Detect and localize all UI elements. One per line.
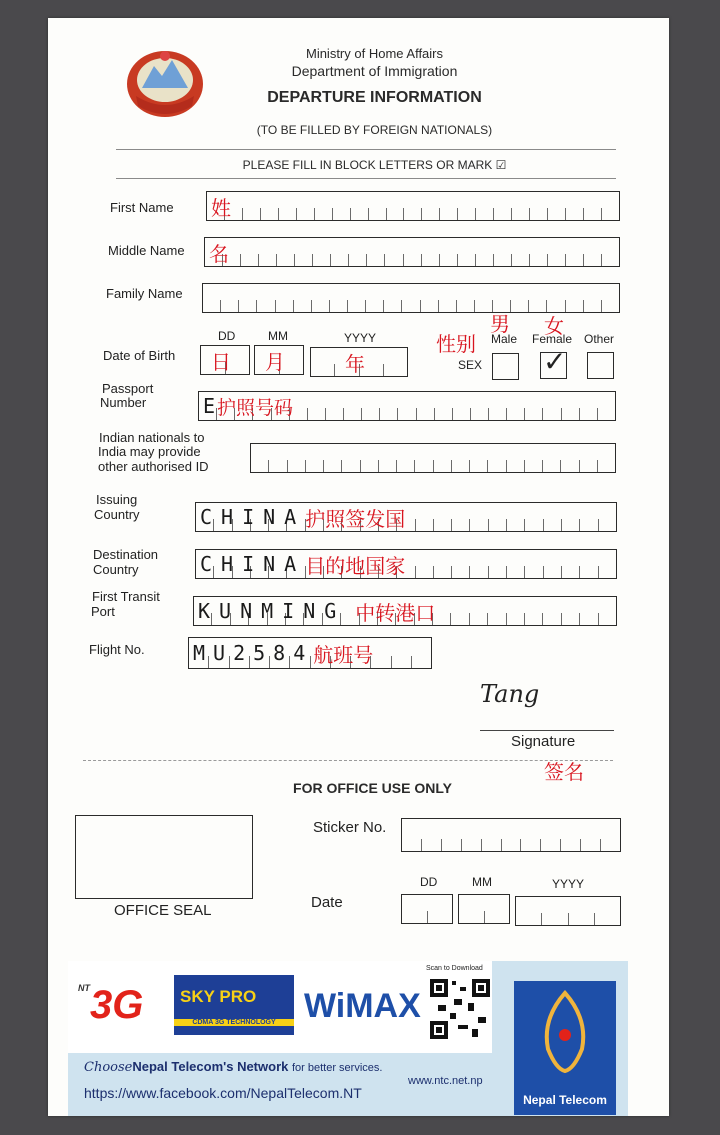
dob-year-field[interactable] [310,347,408,377]
signature-line [480,730,614,731]
office-mm-label: MM [472,875,492,889]
passport-label-1: Passport [102,381,154,396]
destination-value: CHINA [200,552,306,576]
issuing-country-field[interactable] [195,502,617,532]
scan-label: Scan to Download [426,965,483,972]
passport-value: E [203,394,218,418]
dob-mm-label: MM [268,329,288,343]
facebook-link[interactable]: https://www.facebook.com/NepalTelecom.NT [84,1085,362,1101]
dob-yyyy-label: YYYY [344,331,377,345]
dob-year-note: 年 [345,351,365,376]
nepal-telecom-logo: Nepal Telecom [514,981,616,1115]
male-note: 男 [490,312,510,336]
signature-label: Signature [511,733,576,750]
dob-day-field[interactable] [200,345,250,375]
fill-instruction: PLEASE FILL IN BLOCK LETTERS OR MARK ☑ [242,158,507,172]
sticker-number-field[interactable] [401,818,621,852]
nepal-telecom-banner [68,961,628,1116]
page-subtitle: (TO BE FILLED BY FOREIGN NATIONALS) [256,123,493,137]
flight-value: MU2584 [193,641,314,665]
transit-value: KUNMING [198,599,346,623]
flight-label: Flight No. [89,642,145,657]
office-month-field[interactable] [458,894,510,924]
skypro-logo: SKY PRO CDMA 3G TECHNOLOGY [174,975,294,1035]
male-label: Male [491,332,518,346]
issuing-note: 护照签发国 [305,506,406,531]
office-use-title: FOR OFFICE USE ONLY [293,780,452,796]
passport-note: 护照号码 [217,396,294,419]
wimax-logo: WiMAX [304,987,421,1025]
ministry-name: Ministry of Home Affairs [305,46,444,61]
passport-number-field[interactable] [198,391,616,421]
transit-note: 中转港口 [355,600,436,625]
dob-month-field[interactable] [254,345,304,375]
issuing-label-1: Issuing [96,492,138,507]
office-day-field[interactable] [401,894,453,924]
other-label: Other [584,332,615,346]
female-check-mark: ✓ [543,346,567,377]
sticker-label: Sticker No. [313,819,387,836]
first-name-field[interactable] [206,191,620,221]
indian-id-label-3: other authorised ID [98,459,209,474]
office-date-label: Date [311,894,343,911]
family-name-label: Family Name [106,286,183,301]
indian-id-label-2: India may provide [98,444,201,459]
indian-id-label-1: Indian nationals to [99,430,205,445]
middle-name-note: 名 [209,241,229,266]
office-year-field[interactable] [515,896,621,926]
passport-label-2: Number [100,395,147,410]
banner-tagline: ChooseNepal Telecom's Network for better services. [84,1059,383,1075]
qr-code-icon [428,977,492,1041]
female-note: 女 [544,314,564,338]
divider [116,178,616,179]
issuing-label-2: Country [94,507,140,522]
first-name-label: First Name [110,200,174,215]
female-label: Female [532,332,573,346]
signature-note: 签名 [544,760,584,784]
destination-label-1: Destination [93,547,159,562]
department-name: Department of Immigration [291,63,458,79]
dob-month-note: 月 [265,349,285,374]
sex-label: SEX [458,358,483,372]
other-checkbox[interactable] [587,352,614,379]
office-seal-box [75,815,253,899]
office-yyyy-label: YYYY [552,877,585,891]
dob-day-note: 日 [211,349,231,374]
middle-name-label: Middle Name [108,243,185,258]
middle-name-field[interactable] [204,237,620,267]
transit-label-2: Port [91,604,115,619]
dob-label: Date of Birth [103,348,176,363]
office-dd-label: DD [420,875,438,889]
family-name-field[interactable] [202,283,620,313]
signature-handwriting: Tang [480,680,540,708]
office-seal-label: OFFICE SEAL [114,902,212,919]
destination-label-2: Country [93,562,139,577]
divider [116,149,616,150]
sex-note: 性别 [436,332,476,356]
nepal-telecom-emblem-icon [532,989,598,1073]
departure-card [48,18,669,1116]
first-name-note: 姓 [211,195,231,220]
female-checkbox[interactable] [540,346,567,379]
brand-3g: $^{NT}$3G [78,983,144,1027]
dob-dd-label: DD [218,329,236,343]
indian-id-field[interactable] [250,443,616,473]
page-title: DEPARTURE INFORMATION [267,89,482,106]
male-checkbox[interactable] [492,353,519,380]
website-link[interactable]: www.ntc.net.np [408,1075,483,1087]
transit-label-1: First Transit [92,589,160,604]
destination-note: 目的地国家 [305,553,406,578]
dashed-divider [83,760,613,761]
flight-note: 航班号 [313,642,374,667]
destination-country-field[interactable] [195,549,617,579]
transit-port-field[interactable] [193,596,617,626]
issuing-value: CHINA [200,505,306,529]
flight-number-field[interactable] [188,637,432,669]
